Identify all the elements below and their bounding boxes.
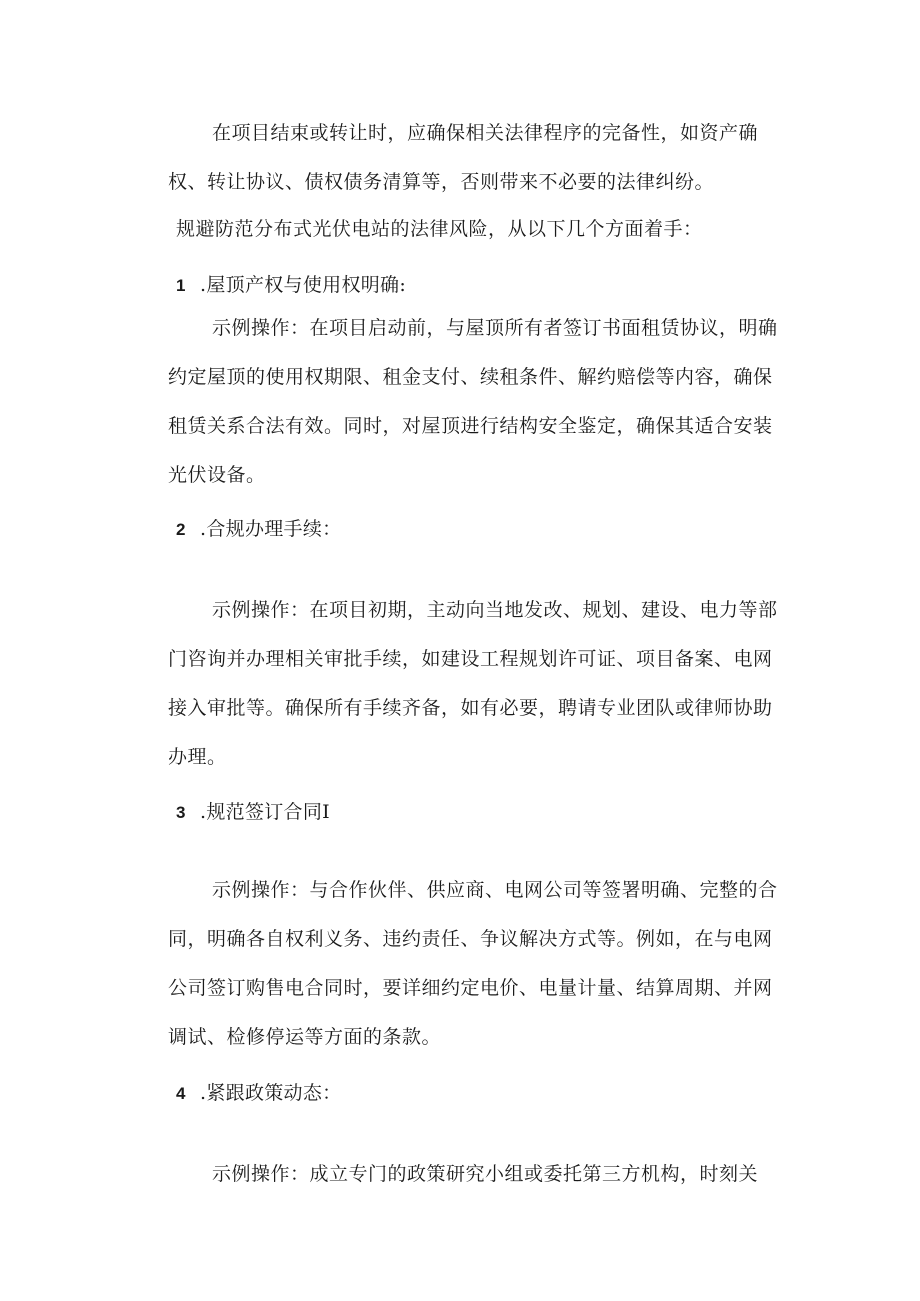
section-body-2: 示例操作：在项目初期，主动向当地发改、规划、建设、电力等部门咨询并办理相关审批手续，如建设工程规划许可证、项目备案、电网接入审批等。确保所有手续齐备，如有必要，聘请专业团队或律师协助办理。 [168,599,778,768]
intro-paragraph: 在项目结束或转让时，应确保相关法律程序的完备性，如资产确权、转让协议、债权债务清算等，否则带来不必要的法律纠纷。 [168,122,759,193]
section-number: 1 [176,276,186,295]
section-number: 2 [176,520,186,539]
section-body-3: 示例操作：与合作伙伴、供应商、电网公司等签署明确、完整的合同，明确各自权利义务、违约责任、争议解决方式等。例如，在与电网公司签订购售电合同时，要详细约定电价、电量计量、结算周期、并网调试、检修停运等方面的条款。 [168,879,778,1048]
section-heading-2 [176,514,341,545]
section-heading-1 [176,270,406,301]
section-number: 3 [176,803,186,822]
section-title: .合规办理手续： [200,518,342,540]
lead-sentence: 规避防范分布式光伏电站的法律风险，从以下几个方面着手： [176,218,703,240]
section-body-1: 示例操作：在项目启动前，与屋顶所有者签订书面租赁协议，明确约定屋顶的使用权期限、租金支付、续租条件、解约赔偿等内容，确保租赁关系合法有效。同时，对屋顶进行结构安全鉴定，确保其适合安装光伏设备。 [168,317,778,486]
section-title: .规范签订合同I [200,801,330,823]
section-number: 4 [176,1084,186,1103]
section-title: .紧跟政策动态： [200,1082,342,1104]
section-title: .屋顶产权与使用权明确: [200,274,407,296]
section-body-4: 示例操作：成立专门的政策研究小组或委托第三方机构，时刻关 [212,1163,759,1185]
section-heading-3 [176,797,330,828]
section-heading-4 [176,1078,341,1109]
